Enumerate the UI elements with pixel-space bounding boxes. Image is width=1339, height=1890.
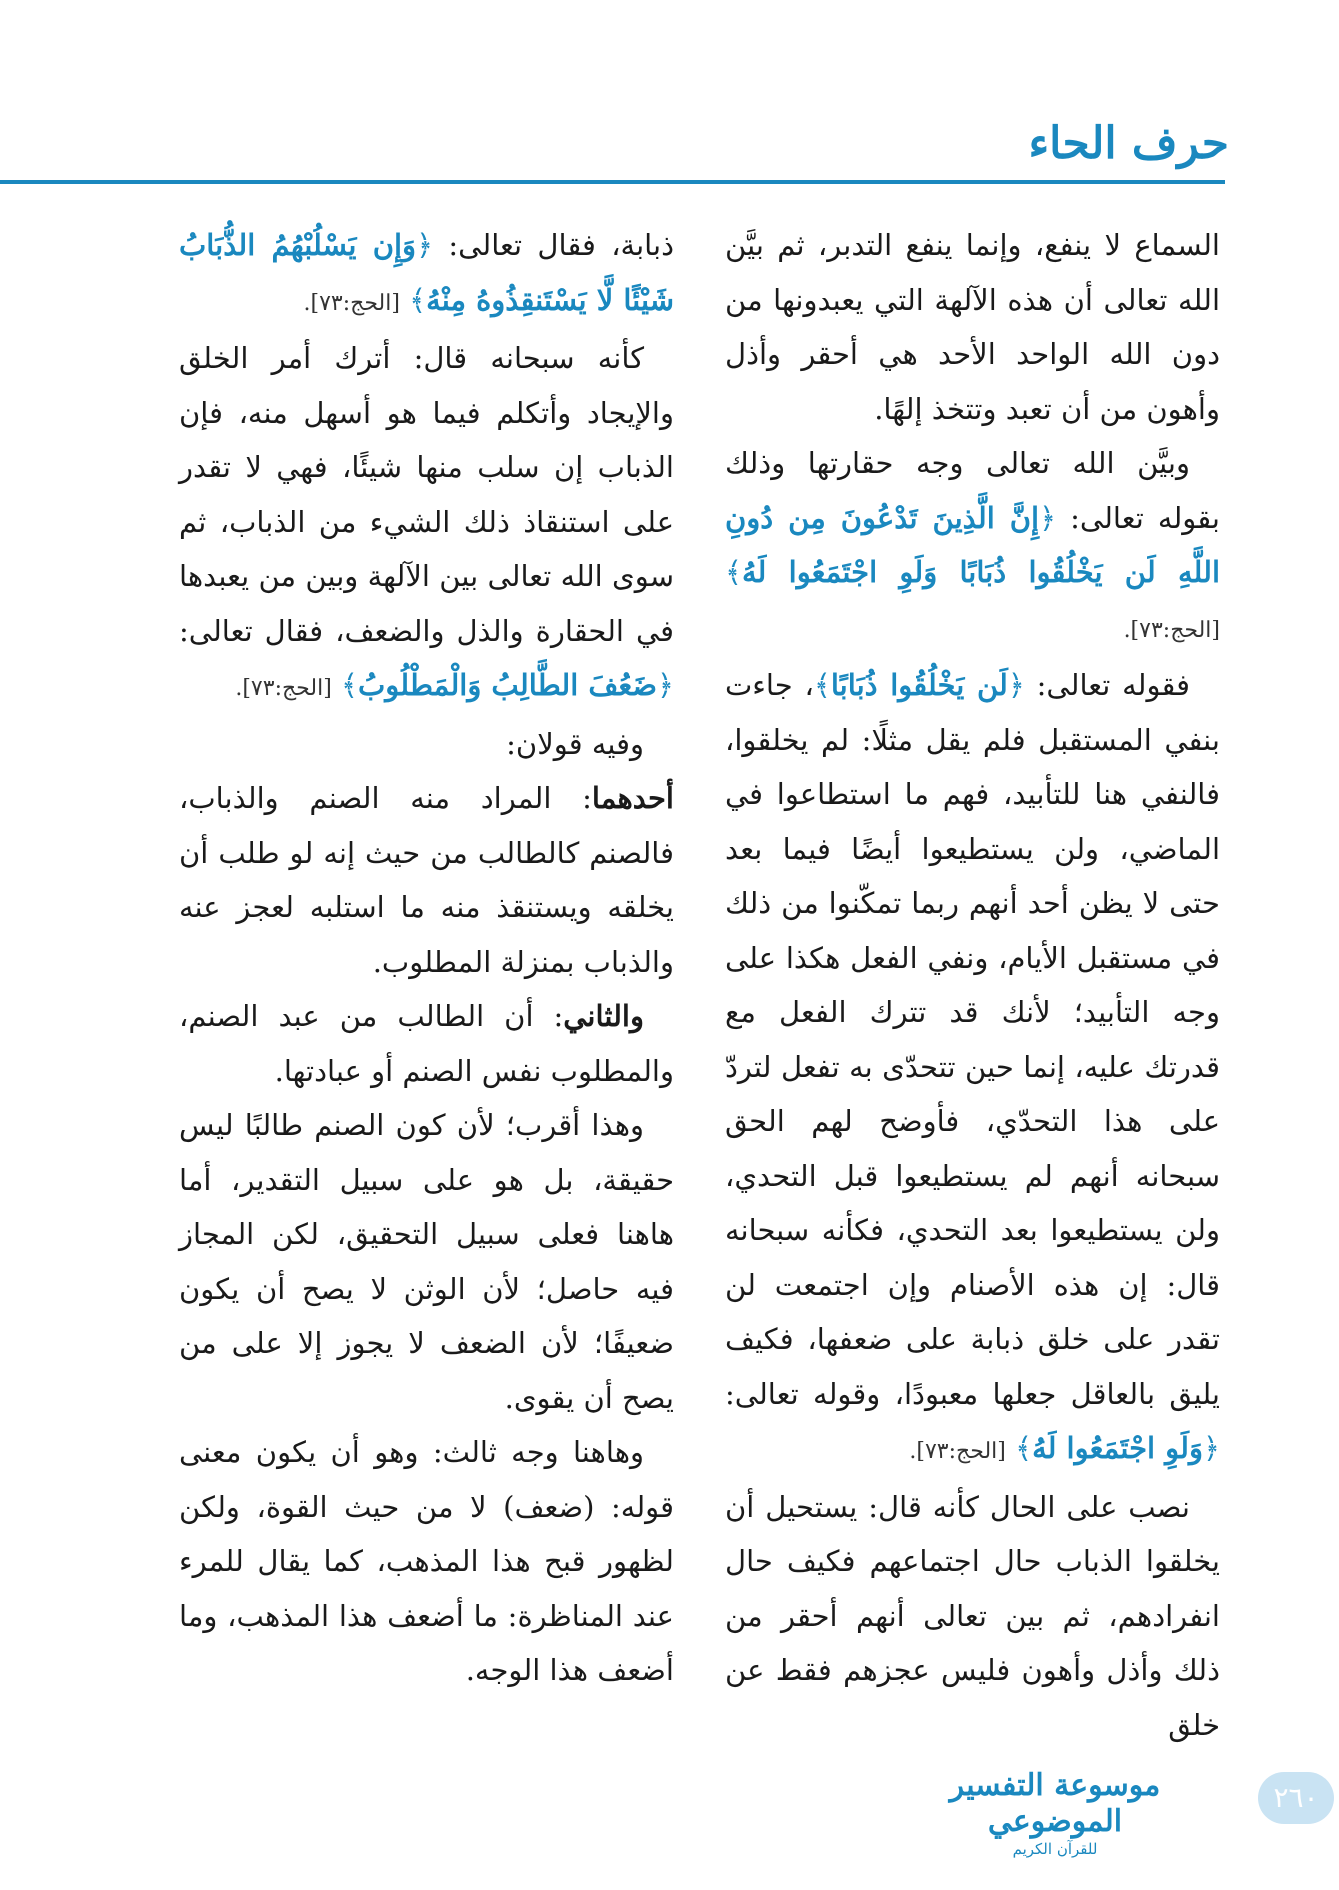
verse-reference: [الحج:٧٣]. (235, 676, 332, 701)
paragraph: وهاهنا وجه ثالث: وهو أن يكون معنى قوله: (ضعف) لا من حيث القوة، ولكن لظهور قبح هذا المذهب، كما يقال للمرء عند المناظرة: ما أضعف هذا المذهب، وما أضعف هذا الوجه. (179, 1435, 674, 1687)
quran-close-bracket: ﴾ (409, 282, 427, 317)
paragraph: وفيه قولان: (506, 726, 644, 761)
quran-open-bracket: ﴿ (657, 668, 674, 702)
quran-close-bracket: ﴾ (813, 668, 831, 702)
paragraph: والثاني: أن الطالب من عبد الصنم، والمطلوب نفس الصنم أو عبادتها. (179, 999, 674, 1088)
left-column (179, 218, 674, 1698)
quran-close-bracket: ﴾ (1015, 1431, 1033, 1465)
paragraph: السماع لا ينفع، وإنما ينفع التدبر، ثم بيَّن الله تعالى أن هذه الآلهة التي يعبدونها من دون الله الواحد الأحد هي أحقر وأذل وأهون من أن تعبد وتتخذ إلهًا. (725, 228, 1220, 426)
encyclopedia-logo (910, 1768, 1200, 1858)
verse-reference: [الحج:٧٣]. (909, 1439, 1006, 1464)
logo-subtitle: للقرآن الكريم (1012, 1840, 1098, 1858)
paragraph-label: والثاني (563, 999, 644, 1033)
paragraph: ذبابة، فقال تعالى: ﴿وَإِن يَسْلُبْهُمُ الذُّبَابُ شَيْئًا لَّا يَسْتَنقِذُوهُ مِنْهُ﴾ [الحج:٧٣]. (179, 228, 674, 317)
quran-open-bracket: ﴿ (416, 228, 434, 262)
chapter-title: حرف الحاء (1028, 118, 1229, 169)
paragraph: نصب على الحال كأنه قال: يستحيل أن يخلقوا الذباب حال اجتماعهم فكيف حال انفرادهم، ثم بين تعالى أنهم أحقر من ذلك وأذل وأهون فليس عجزهم فقط عن خلق (725, 1489, 1220, 1742)
paragraph: وبيَّن الله تعالى وجه حقارتها وذلك بقوله تعالى: ﴿إِنَّ الَّذِينَ تَدْعُونَ مِن دُونِ اللَّهِ لَن يَخْلُقُوا ذُبَابًا وَلَوِ اجْتَمَعُوا لَهُ﴾ [الحج:٧٣]. (725, 446, 1221, 643)
quran-verse: وَإِن يَسْلُبْهُمُ الذُّبَابُ شَيْئًا لَّا يَسْتَنقِذُوهُ مِنْهُ (179, 228, 674, 317)
logo-title: موسوعة التفسير الموضوعي (949, 1768, 1161, 1839)
header-divider (0, 180, 1225, 184)
quran-open-bracket: ﴿ (1203, 1431, 1220, 1465)
paragraph: وهذا أقرب؛ لأن كون الصنم طالبًا ليس حقيقة، بل هو على سبيل التقدير، أما هاهنا فعلى سبيل التحقيق، لكن المجاز فيه حاصل؛ لأن الوثن لا يصح أن يكون ضعيفًا؛ لأن الضعف لا يجوز إلا على من يصح أن يقوى. (179, 1108, 674, 1415)
quran-verse: إِنَّ الَّذِينَ تَدْعُونَ مِن دُونِ اللَّهِ لَن يَخْلُقُوا ذُبَابًا وَلَوِ اجْتَمَعُوا لَهُ (725, 500, 1220, 589)
quran-open-bracket: ﴿ (1007, 668, 1025, 702)
verse-reference: [الحج:٧٣]. (303, 290, 400, 316)
paragraph-label: أحدهما (591, 781, 674, 815)
quran-verse: وَلَوِ اجْتَمَعُوا لَهُ (1032, 1431, 1203, 1465)
quran-verse: لَن يَخْلُقُوا ذُبَابًا (830, 668, 1008, 702)
paragraph: كأنه سبحانه قال: أترك أمر الخلق والإيجاد وأتكلم فيما هو أسهل منه، فإن الذباب إن سلب منها شيئًا، فهي لا تقدر على استنقاذ ذلك الشيء من الذباب، ثم سوى الله تعالى بين الآلهة وبين من يعبدها في الحقارة والذل والضعف، فقال تعالى: ﴿ضَعُفَ الطَّالِبُ وَالْمَطْلُوبُ﴾ [الحج:٧٣]. (179, 341, 674, 702)
quran-open-bracket: ﴿ (1039, 500, 1057, 535)
paragraph: أحدهما: المراد منه الصنم والذباب، فالصنم كالطالب من حيث إنه لو طلب أن يخلقه ويستنقذ منه ما استلبه لعجز عنه والذباب بمنزلة المطلوب. (179, 781, 674, 979)
quran-verse: ضَعُفَ الطَّالِبُ وَالْمَطْلُوبُ (358, 668, 657, 702)
quran-close-bracket: ﴾ (341, 668, 358, 702)
quran-close-bracket: ﴾ (725, 555, 742, 589)
right-column (725, 218, 1220, 1752)
paragraph: فقوله تعالى: ﴿لَن يَخْلُقُوا ذُبَابًا﴾، جاءت بنفي المستقبل فلم يقل مثلًا: لم يخلقوا، فالنفي هنا للتأبيد، فهم ما استطاعوا في الماضي، ولن يستطيعوا أيضًا فيما بعد حتى لا يظن أحد أنهم ربما تمكّنوا من ذلك في مستقبل الأيام، ونفي الفعل هكذا على وجه التأبيد؛ لأنك قد تترك الفعل مع قدرتك عليه، إنما حين تتحدّى به تفعل لتردّ على هذا التحدّي، فأوضح لهم الحق سبحانه أنهم لم يستطيعوا قبل التحدي، ولن يستطيعوا بعد التحدي، فكأنه سبحانه قال: إن هذه الأصنام وإن اجتمعت لن تقدر على خلق ذبابة على ضعفها، فكيف يليق بالعاقل جعلها معبودًا، وقوله تعالى: ﴿وَلَوِ اجْتَمَعُوا لَهُ﴾ [الحج:٧٣]. (725, 668, 1220, 1465)
verse-reference: [الحج:٧٣]. (1123, 617, 1220, 643)
page-number: ٢٦٠ (1258, 1772, 1334, 1824)
